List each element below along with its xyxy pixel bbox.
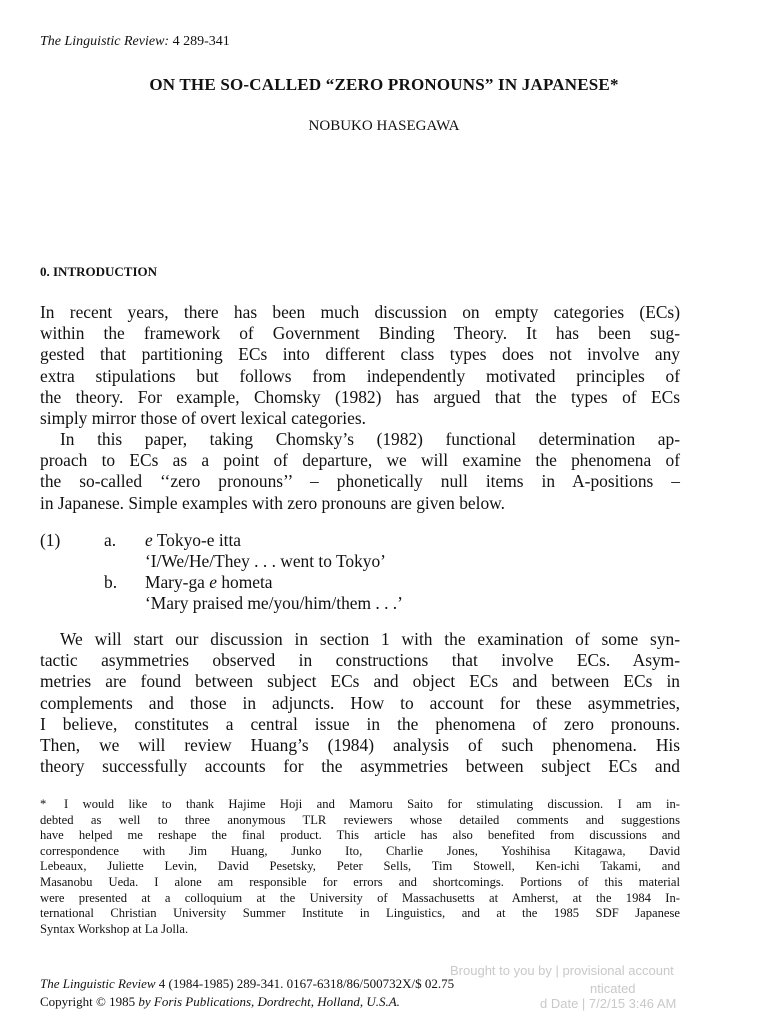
example-number: (1) (40, 530, 61, 550)
paragraph-line: In this paper, taking Chomsky’s (1982) functional determination ap- (60, 429, 680, 449)
example-b-post: hometa (216, 572, 273, 592)
paragraph-line: the theory. For example, Chomsky (1982) has argued that the types of ECs (40, 386, 680, 407)
footnote-line: ternational Christian University Summer Institute in Linguistics, and at the 1985 SDF Japanese (40, 906, 680, 921)
footer-citation (40, 976, 454, 992)
paragraph-line: metries are found between subject ECs and object ECs and between ECs in (40, 671, 680, 692)
paragraph-1 (40, 302, 680, 429)
author-name: NOBUKO HASEGAWA (308, 118, 460, 134)
example-b-pre: Mary-ga (145, 572, 210, 592)
example-a-gloss: ‘I/We/He/They . . . went to Tokyo’ (145, 551, 386, 571)
paragraph-line: within the framework of Government Binding Theory. It has been sug- (40, 323, 680, 344)
empty-category-e: e (145, 530, 153, 550)
example-a-text (145, 530, 241, 551)
paragraph-line: extra stipulations but follows from independently motivated principles of (40, 365, 680, 386)
paragraph-line: We will start our discussion in section 1 with the examination of some syn- (60, 629, 680, 649)
footnote-marker: * (40, 797, 47, 811)
watermark-line: nticated (590, 981, 636, 996)
paragraph-2 (40, 429, 680, 514)
paragraph-line: I believe, constitutes a central issue in the phenomena of zero pronouns. (40, 713, 680, 734)
footer-copyright (40, 994, 400, 1010)
article-title: ON THE SO-CALLED “ZERO PRONOUNS” IN JAPANESE* (149, 75, 619, 94)
watermark-line: d Date | 7/2/15 3:46 AM (540, 996, 677, 1011)
paragraph-line: proach to ECs as a point of departure, we will examine the phenomena of (40, 450, 680, 471)
paragraph-3 (40, 629, 680, 777)
example-a-words: Tokyo-e itta (152, 530, 242, 550)
example-a-label: a. (104, 530, 117, 550)
paragraph-line: theory successfully accounts for the asymmetries between subject ECs and (40, 756, 680, 777)
paragraph-line: complements and those in adjuncts. How to account for these asymmetries, (40, 692, 680, 713)
footer-citation-text: 4 (1984-1985) 289-341. 0167-6318/86/500732X/$ 02.75 (155, 976, 455, 991)
copyright-publisher: by Foris Publications, Dordrecht, Holland, U.S.A. (138, 994, 400, 1009)
paragraph-line: in Japanese. Simple examples with zero pronouns are given below. (40, 492, 505, 513)
empty-category-e: e (209, 572, 217, 592)
watermark-line: Brought to you by | provisional account (450, 963, 674, 978)
footnote (40, 797, 680, 937)
footnote-line: were presented at a colloquium at the University of Massachusetts at Amherst, at the 1984 In- (40, 890, 680, 905)
footnote-line: correspondence with Jim Huang, Junko Ito, Charlie Jones, Yoshihisa Kitagawa, David (40, 843, 680, 858)
example-b-label: b. (104, 572, 118, 592)
section-heading: 0. INTRODUCTION (40, 264, 158, 279)
paragraph-line: gested that partitioning ECs into different class types does not involve any (40, 344, 680, 365)
paragraph-line: simply mirror those of overt lexical categories. (40, 407, 366, 428)
example-b-gloss: ‘Mary praised me/you/him/them . . .’ (145, 593, 403, 613)
footer-journal-name: The Linguistic Review (40, 976, 156, 991)
paragraph-line: In recent years, there has been much discussion on empty categories (ECs) (40, 302, 680, 322)
paragraph-line: Then, we will review Huang’s (1984) analysis of such phenomena. His (40, 734, 680, 755)
copyright-prefix: Copyright © 1985 (40, 994, 139, 1009)
paragraph-line: tactic asymmetries observed in constructions that involve ECs. Asym- (40, 650, 680, 671)
footnote-line: debted as well to three anonymous TLR reviewers whose detailed comments and suggestions (40, 812, 680, 827)
footnote-line: Syntax Workshop at La Jolla. (40, 921, 189, 936)
journal-header (40, 34, 230, 50)
journal-name: The Linguistic Review: (40, 34, 170, 49)
example-b-text (145, 572, 273, 593)
footnote-line (40, 797, 680, 813)
footnote-line: Masanobu Ueda. I alone am responsible for errors and shortcomings. Portions of this material (40, 874, 680, 889)
footnote-line: Lebeaux, Juliette Levin, David Pesetsky, Peter Sells, Tim Stowell, Ken-ichi Takami, and (40, 859, 680, 874)
footnote-line: have helped me reshape the final product. This article has also benefited from discussions and (40, 828, 680, 843)
paragraph-line: the so-called ‘‘zero pronouns’’ – phonetically null items in A-positions – (40, 471, 680, 492)
journal-ref: 4 289-341 (169, 34, 230, 49)
footnote-first-text: I would like to thank Hajime Hoji and Mamoru Saito for stimulating discussion. I am in- (64, 797, 680, 811)
